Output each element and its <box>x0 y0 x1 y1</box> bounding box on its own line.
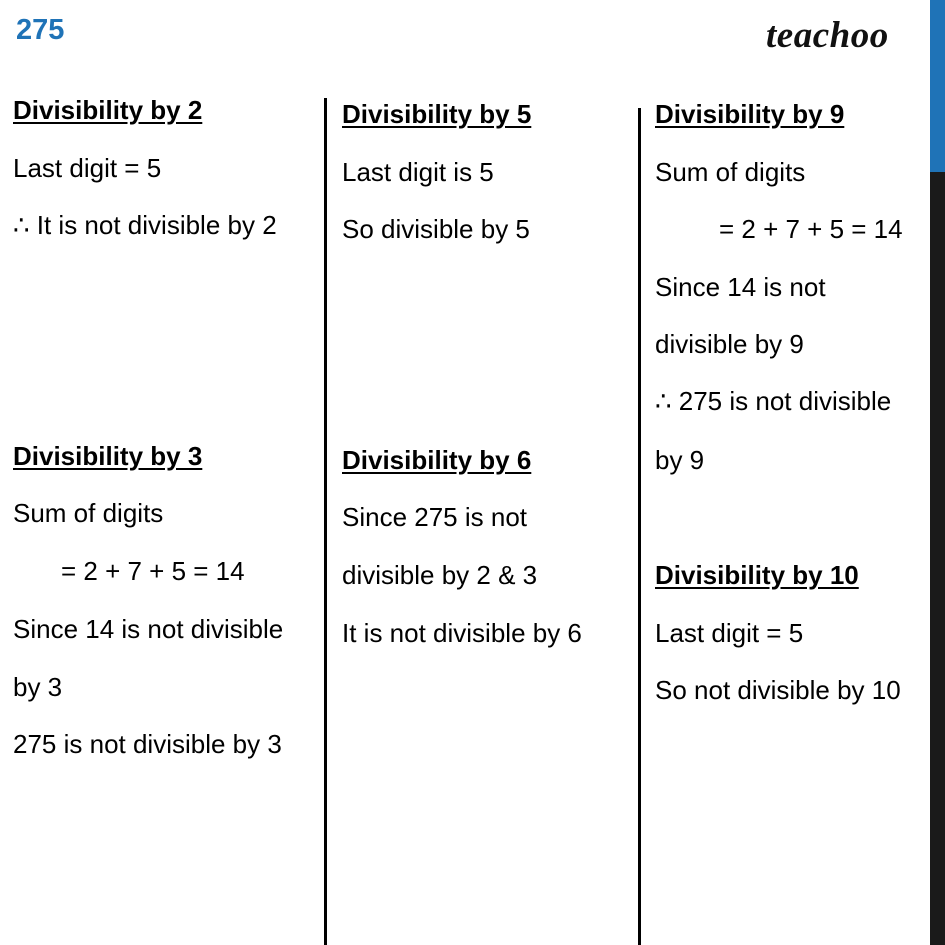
section-heading: Divisibility by 6 <box>342 445 532 475</box>
brand-logo: teachoo <box>766 15 889 56</box>
column-divider <box>324 98 327 945</box>
text-line: It is not divisible by 6 <box>342 618 582 648</box>
text-line: by 9 <box>655 445 705 475</box>
text-line: Since 14 is not divisible <box>13 614 284 644</box>
text-line: Last digit = 5 <box>13 153 162 183</box>
column-divider <box>638 108 641 945</box>
page-title: 275 <box>16 14 65 46</box>
scrollbar[interactable] <box>930 0 945 945</box>
text-line: divisible by 2 & 3 <box>342 560 538 590</box>
section-heading: Divisibility by 10 <box>655 560 859 590</box>
text-line: by 3 <box>13 672 63 702</box>
text-line: Last digit = 5 <box>655 618 804 648</box>
text-line: = 2 + 7 + 5 = 14 <box>61 556 245 586</box>
text-line: ∴ It is not divisible by 2 <box>13 210 277 240</box>
text-line: 275 is not divisible by 3 <box>13 729 282 759</box>
text-line: Sum of digits <box>13 498 164 528</box>
section-heading: Divisibility by 2 <box>13 95 203 125</box>
text-line: ∴ 275 is not divisible <box>655 386 892 416</box>
text-line: Sum of digits <box>655 157 806 187</box>
text-line: Last digit is 5 <box>342 157 494 187</box>
scrollbar-thumb[interactable] <box>930 0 945 172</box>
text-line: Since 275 is not <box>342 502 528 532</box>
text-line: So not divisible by 10 <box>655 675 901 705</box>
text-line: divisible by 9 <box>655 329 804 359</box>
section-heading: Divisibility by 3 <box>13 441 203 471</box>
text-line: So divisible by 5 <box>342 214 530 244</box>
section-heading: Divisibility by 9 <box>655 99 845 129</box>
text-line: Since 14 is not <box>655 272 826 302</box>
section-heading: Divisibility by 5 <box>342 99 532 129</box>
text-line: = 2 + 7 + 5 = 14 <box>719 214 903 244</box>
